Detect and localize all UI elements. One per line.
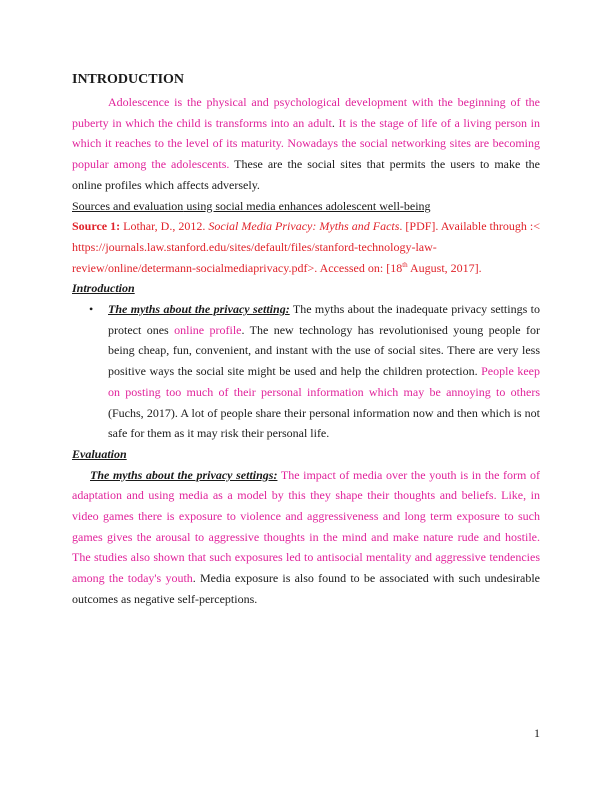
introduction-label: Introduction bbox=[72, 281, 135, 296]
intro-segment-4: These are the social sites that permits the users to make the online profiles which affects adversely. bbox=[72, 157, 540, 192]
source-label: Source 1: bbox=[72, 219, 121, 234]
source-citation bbox=[72, 216, 540, 278]
bullet-pink-2: People keep on posting too much of their personal information which may be annoying to others bbox=[108, 364, 540, 399]
bullet-text-2: . The new technology has revolutionised young people for being cheap, fun, convenient, and instant with the use of social sites. There are very less positive ways the social site might be used and help the children protection. bbox=[108, 322, 541, 379]
source-link-text: . [PDF]. Available through :< https://journals.law.stanford.edu/sites/default/files/stanford-technology-law-review/online/determann-socialmediaprivacy.pdf>. Accessed on: [18 bbox=[72, 219, 541, 275]
source-date-sup: th bbox=[402, 260, 408, 269]
source-title: Social Media Privacy: Myths and Facts bbox=[208, 219, 400, 234]
source-date-end: August, 2017]. bbox=[407, 260, 482, 275]
page-content bbox=[72, 70, 540, 610]
evaluation-title: The myths about the privacy settings: bbox=[90, 467, 278, 482]
sources-heading-part1: Sources and evaluation bbox=[72, 198, 184, 213]
page-number: 1 bbox=[534, 726, 540, 740]
bullet-marker: • bbox=[89, 302, 94, 317]
intro-segment-1: Adolescence is the physical and psychological development with the beginning of the puberty in which the child is transforms into an adult bbox=[72, 95, 540, 130]
bullet-text-3: (Fuchs, 2017). A lot of people share their personal information now and then which is not safe for them as it may risk their personal life. bbox=[108, 405, 540, 441]
evaluation-label: Evaluation bbox=[72, 446, 127, 461]
evaluation-text: . Media exposure is also found to be associated with such undesirable outcomes as negative self-perceptions. bbox=[72, 571, 540, 606]
evaluation-pink-text: The impact of media over the youth is in the form of adaptation and using media as a model by this they shape their thoughts and beliefs. Like, in video games there is exposure to violence and aggressiveness and long term exposure to such games gives the arousal to aggressive thoughts in the mind and make nature rude and hostile. The studies also shown that such exposures led to antisocial mentality and aggressive tendencies among the today's youth bbox=[72, 467, 540, 586]
sources-heading-part2: using social media enhances adolescent well-being bbox=[183, 198, 431, 213]
bullet-item bbox=[72, 299, 540, 444]
intro-segment-3: It is the stage of life of a living person in which it reaches to the level of its maturity. Nowadays the social networking sites are becoming popular among the adolescents. bbox=[72, 115, 540, 172]
bullet-paragraph bbox=[108, 299, 540, 444]
bullet-text-1: The myths about the inadequate privacy settings to protect ones bbox=[108, 302, 540, 337]
intro-segment-2: . bbox=[331, 115, 339, 130]
evaluation-paragraph bbox=[72, 465, 540, 610]
source-author: Lothar, D., 2012. bbox=[120, 219, 209, 234]
sources-heading bbox=[72, 196, 540, 217]
section-heading: INTRODUCTION bbox=[72, 72, 185, 87]
bullet-pink-1: online profile bbox=[174, 322, 242, 337]
bullet-title: The myths about the privacy setting: bbox=[108, 302, 290, 317]
intro-paragraph bbox=[72, 92, 540, 196]
